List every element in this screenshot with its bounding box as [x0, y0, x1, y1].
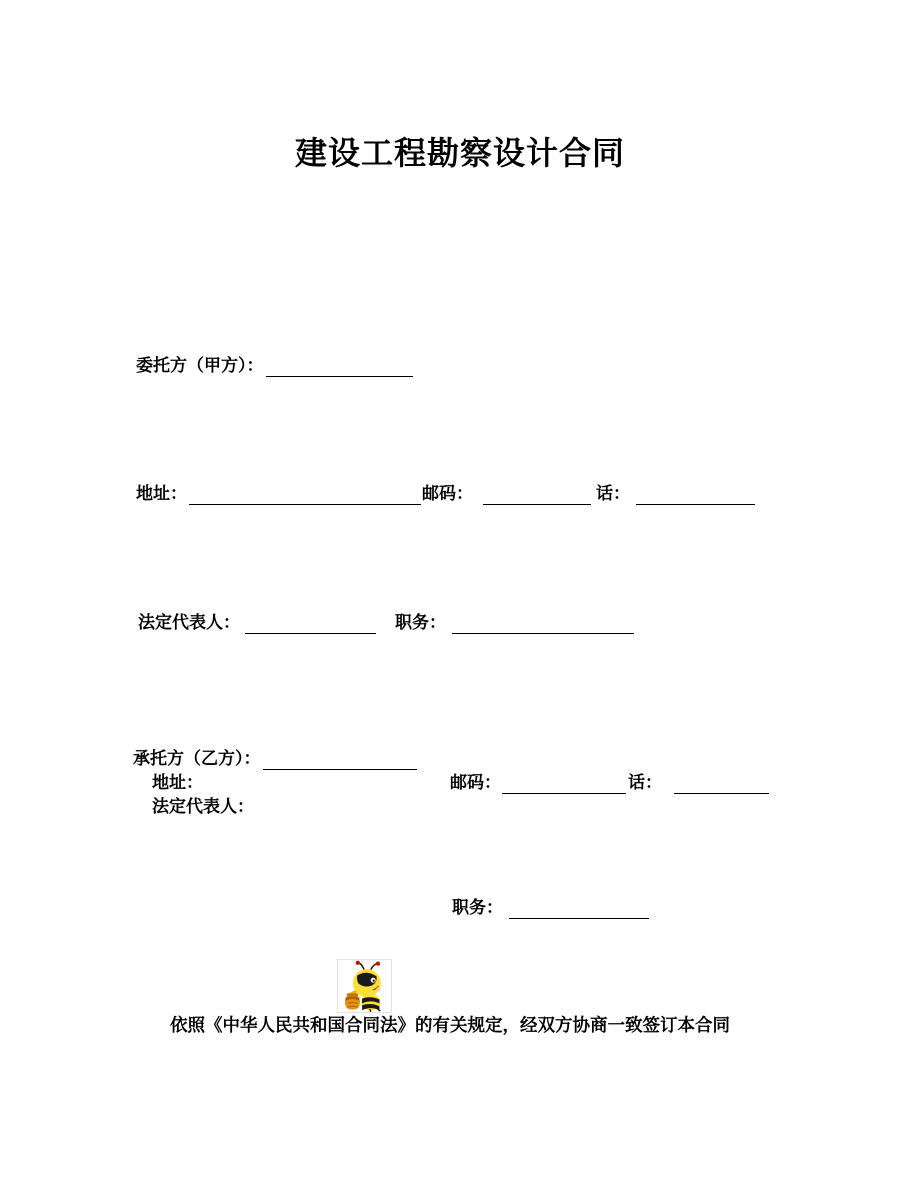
party-b-address-row — [152, 772, 769, 794]
party-b-legal-rep-row — [152, 796, 254, 818]
party-b-name-row — [133, 748, 417, 770]
party-a-phone-blank[interactable] — [636, 486, 755, 505]
party-a-address-blank[interactable] — [189, 486, 421, 505]
party-b-position-label: 职务： — [452, 898, 503, 917]
party-b-name-blank[interactable] — [263, 751, 417, 770]
party-b-phone-label: 话： — [628, 773, 662, 792]
party-a-phone-label: 话： — [596, 484, 630, 503]
footer-statement: 依照《中华人民共和国合同法》的有关规定，经双方协商一致签订本合同 — [170, 1015, 730, 1035]
party-b-postcode-blank[interactable] — [502, 775, 626, 794]
party-a-position-blank[interactable] — [452, 615, 634, 634]
party-b-position-blank[interactable] — [509, 900, 649, 919]
document-title: 建设工程勘察设计合同 — [294, 135, 625, 171]
party-b-postcode-label: 邮码： — [450, 773, 501, 792]
party-a-position-label: 职务： — [395, 613, 446, 632]
party-b-position-row — [452, 897, 649, 919]
party-a-postcode-blank[interactable] — [483, 486, 591, 505]
party-a-postcode-label: 邮码： — [422, 484, 473, 503]
party-b-label: 承托方（乙方）： — [133, 749, 261, 768]
party-a-name-blank[interactable] — [266, 358, 413, 377]
party-b-address-label: 地址： — [152, 773, 203, 792]
bee-mascot-image — [337, 959, 392, 1013]
party-a-legal-rep-row — [138, 612, 634, 634]
party-a-name-row — [136, 355, 413, 377]
party-b-legal-rep-label: 法定代表人： — [152, 797, 254, 816]
party-a-label: 委托方（甲方）： — [136, 356, 264, 375]
party-a-legal-rep-blank[interactable] — [245, 615, 376, 634]
party-a-legal-rep-label: 法定代表人： — [138, 613, 240, 632]
bee-icon — [338, 960, 391, 1012]
party-a-address-row — [136, 483, 755, 505]
party-b-phone-blank[interactable] — [674, 775, 769, 794]
party-a-address-label: 地址： — [136, 484, 187, 503]
